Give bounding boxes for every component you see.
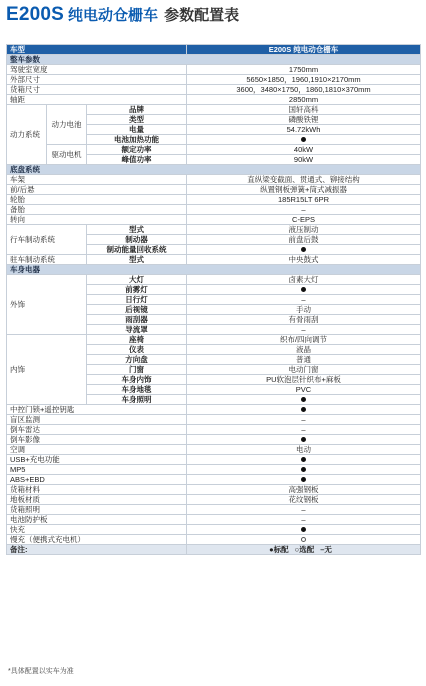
section-title: 整车参数	[7, 55, 421, 65]
table-row	[7, 205, 421, 215]
value-cell: 普通	[187, 355, 421, 365]
row-label: 制动能量回收系统	[87, 245, 187, 255]
page-title	[6, 4, 239, 32]
row-label: 大灯	[87, 275, 187, 285]
section-title: 车身电器	[7, 265, 421, 275]
section-row	[7, 265, 421, 275]
value-cell: 5650×1850，1960,1910×2170mm	[187, 75, 421, 85]
value-cell: 液晶	[187, 345, 421, 355]
group-label: 内饰	[7, 335, 87, 405]
value-cell	[187, 475, 421, 485]
legend-cell	[187, 545, 421, 555]
value-cell: 2850mm	[187, 95, 421, 105]
row-label: 车身照明	[87, 395, 187, 405]
value-cell: 中央鼓式	[187, 255, 421, 265]
standard-dot-icon	[301, 457, 306, 462]
table-row	[7, 425, 421, 435]
subgroup-label: 驱动电机	[47, 145, 87, 165]
value-cell: 40kW	[187, 145, 421, 155]
table-row	[7, 435, 421, 445]
standard-dot-icon	[301, 247, 306, 252]
value-cell	[187, 405, 421, 415]
legend-standard: ●标配	[269, 544, 289, 554]
page-subtitle: 参数配置表	[164, 7, 240, 24]
value-cell: 电动	[187, 445, 421, 455]
value-cell: 国轩高科	[187, 105, 421, 115]
row-label: 空调	[7, 445, 187, 455]
standard-dot-icon	[301, 527, 306, 532]
table-row	[7, 525, 421, 535]
legend-label: 备注:	[7, 545, 187, 555]
row-label: MP5	[7, 465, 187, 475]
value-cell: –	[187, 515, 421, 525]
row-label: 货箱尺寸	[7, 85, 187, 95]
value-cell: –	[187, 505, 421, 515]
table-row	[7, 215, 421, 225]
legend-none: –无	[320, 544, 332, 554]
value-cell	[187, 455, 421, 465]
value-cell: C-EPS	[187, 215, 421, 225]
table-row	[7, 225, 421, 235]
value-cell: –	[187, 295, 421, 305]
table-row	[7, 145, 421, 155]
row-label: 车架	[7, 175, 187, 185]
table-row	[7, 195, 421, 205]
value-cell: –	[187, 415, 421, 425]
row-label: 前雾灯	[87, 285, 187, 295]
table-row	[7, 515, 421, 525]
value-cell: 织布/四向调节	[187, 335, 421, 345]
row-label: ABS+EBD	[7, 475, 187, 485]
value-cell	[187, 525, 421, 535]
table-row	[7, 185, 421, 195]
value-cell: –	[187, 425, 421, 435]
row-label: 快充	[7, 525, 187, 535]
value-cell	[187, 135, 421, 145]
standard-dot-icon	[301, 137, 306, 142]
value-cell: 花纹钢板	[187, 495, 421, 505]
standard-dot-icon	[301, 287, 306, 292]
standard-dot-icon	[301, 407, 306, 412]
vehicle-name: 纯电动仓栅车	[68, 7, 159, 24]
value-cell: PVC	[187, 385, 421, 395]
value-cell: 液压制动	[187, 225, 421, 235]
value-cell: 高强钢板	[187, 485, 421, 495]
table-row	[7, 405, 421, 415]
row-label: 慢充（便携式充电机）	[7, 535, 187, 545]
row-label: 货箱照明	[7, 505, 187, 515]
standard-dot-icon	[301, 477, 306, 482]
row-label: 电池防护板	[7, 515, 187, 525]
footnote: *具体配置以实车为准	[8, 668, 74, 675]
table-row	[7, 465, 421, 475]
value-cell: PU软泡层针织布+麻板	[187, 375, 421, 385]
optional-circle-icon	[301, 537, 306, 542]
row-label: 型式	[87, 225, 187, 235]
section-row	[7, 55, 421, 65]
row-label: 前/后悬	[7, 185, 187, 195]
row-label: 雨刮器	[87, 315, 187, 325]
row-label: 仪表	[87, 345, 187, 355]
value-cell: –	[187, 205, 421, 215]
table-row	[7, 65, 421, 75]
row-label: 轴距	[7, 95, 187, 105]
section-row	[7, 165, 421, 175]
value-cell: 手动	[187, 305, 421, 315]
value-cell	[187, 245, 421, 255]
value-cell: 3600，3480×1750，1860,1810×370mm	[187, 85, 421, 95]
table-header	[7, 45, 421, 55]
group-label: 驻车制动系统	[7, 255, 87, 265]
header-label: 车型	[7, 45, 187, 55]
row-label: 轮胎	[7, 195, 187, 205]
table-row	[7, 255, 421, 265]
row-label: 转向	[7, 215, 187, 225]
table-row	[7, 335, 421, 345]
row-label: 后视镜	[87, 305, 187, 315]
legend-optional: ○选配	[294, 544, 315, 554]
row-label: 备胎	[7, 205, 187, 215]
table-row	[7, 455, 421, 465]
value-cell: 纵置钢板弹簧+筒式减振器	[187, 185, 421, 195]
header-model: E200S 纯电动仓栅车	[187, 45, 421, 55]
value-cell	[187, 465, 421, 475]
value-cell	[187, 535, 421, 545]
table-row	[7, 485, 421, 495]
standard-dot-icon	[301, 397, 306, 402]
table-row	[7, 475, 421, 485]
row-label: 峰值功率	[87, 155, 187, 165]
value-cell: 185R15LT 6PR	[187, 195, 421, 205]
row-label: 日行灯	[87, 295, 187, 305]
value-cell	[187, 285, 421, 295]
value-cell: 前盘后鼓	[187, 235, 421, 245]
row-label: 车身内饰	[87, 375, 187, 385]
value-cell: 直纵梁变截面、贯通式、铆接结构	[187, 175, 421, 185]
table-row	[7, 175, 421, 185]
table-row	[7, 535, 421, 545]
group-label: 外饰	[7, 275, 87, 335]
value-cell: 有骨雨刮	[187, 315, 421, 325]
table-row	[7, 85, 421, 95]
table-row	[7, 495, 421, 505]
value-cell: 卤素大灯	[187, 275, 421, 285]
row-label: 货箱材料	[7, 485, 187, 495]
row-label: 倒车影像	[7, 435, 187, 445]
row-label: 电量	[87, 125, 187, 135]
standard-dot-icon	[301, 467, 306, 472]
section-title: 底盘系统	[7, 165, 421, 175]
table-row	[7, 445, 421, 455]
table-row	[7, 95, 421, 105]
row-label: 电池加热功能	[87, 135, 187, 145]
standard-dot-icon	[301, 437, 306, 442]
value-cell: 1750mm	[187, 65, 421, 75]
spec-table	[6, 44, 421, 555]
row-label: 门窗	[87, 365, 187, 375]
group-label: 动力系统	[7, 105, 47, 165]
row-label: 品牌	[87, 105, 187, 115]
row-label: 额定功率	[87, 145, 187, 155]
row-label: 方向盘	[87, 355, 187, 365]
table-row	[7, 505, 421, 515]
legend-row	[7, 545, 421, 555]
row-label: 中控门锁+遥控钥匙	[7, 405, 187, 415]
group-label: 行车制动系统	[7, 225, 87, 255]
row-label: 驾驶室宽度	[7, 65, 187, 75]
table-row	[7, 275, 421, 285]
model-name: E200S	[6, 4, 65, 25]
row-label: 座椅	[87, 335, 187, 345]
value-cell: –	[187, 325, 421, 335]
row-label: 制动器	[87, 235, 187, 245]
table-row	[7, 105, 421, 115]
row-label: 盲区监测	[7, 415, 187, 425]
value-cell: 磷酸铁锂	[187, 115, 421, 125]
value-cell: 90kW	[187, 155, 421, 165]
table-row	[7, 75, 421, 85]
value-cell	[187, 395, 421, 405]
subgroup-label: 动力电池	[47, 105, 87, 145]
row-label: USB+充电功能	[7, 455, 187, 465]
row-label: 车身地毯	[87, 385, 187, 395]
row-label: 地板材质	[7, 495, 187, 505]
row-label: 倒车雷达	[7, 425, 187, 435]
row-label: 导流罩	[87, 325, 187, 335]
row-label: 型式	[87, 255, 187, 265]
row-label: 外部尺寸	[7, 75, 187, 85]
row-label: 类型	[87, 115, 187, 125]
value-cell	[187, 435, 421, 445]
value-cell: 电动门窗	[187, 365, 421, 375]
table-row	[7, 415, 421, 425]
value-cell: 54.72kWh	[187, 125, 421, 135]
